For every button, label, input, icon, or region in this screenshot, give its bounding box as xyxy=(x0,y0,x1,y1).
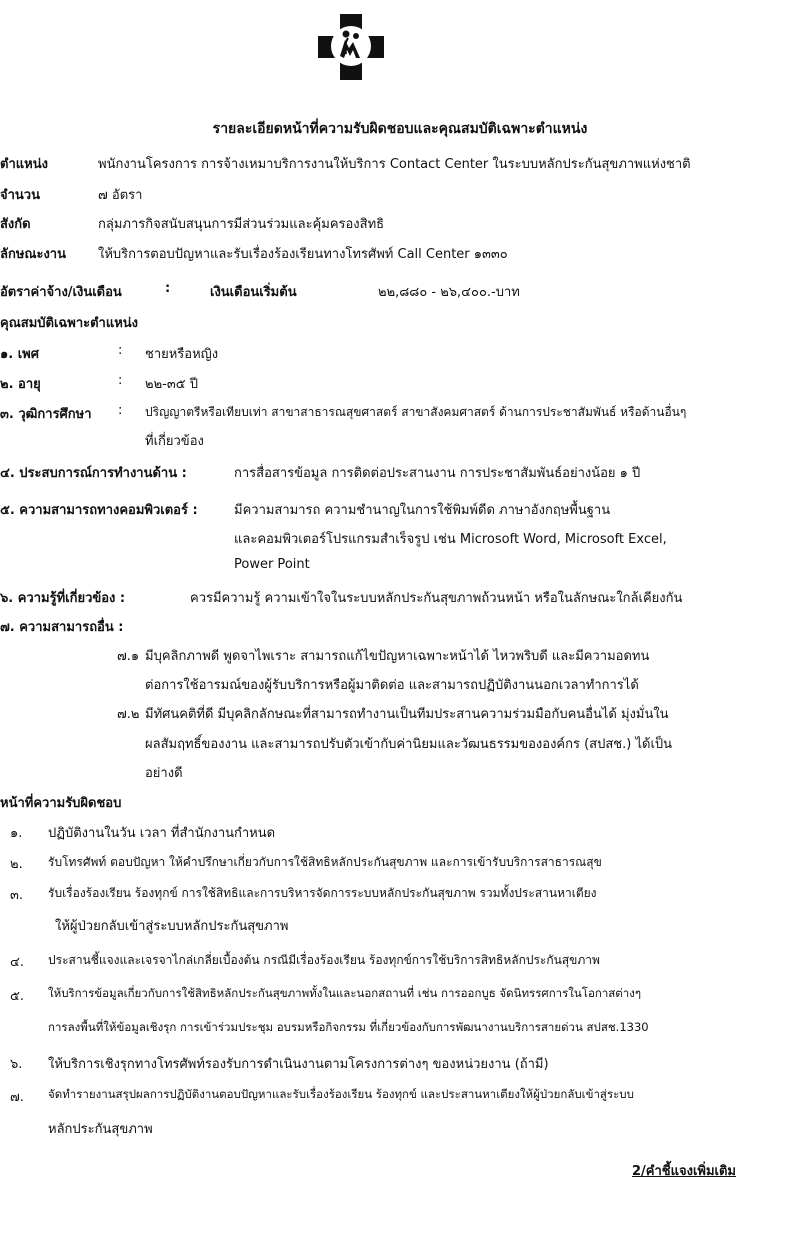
qualifications-heading: คุณสมบัติเฉพาะตำแหน่ง xyxy=(0,316,139,331)
affiliation-label: สังกัด xyxy=(0,217,31,232)
duty7-line2: หลักประกันสุขภาพ xyxy=(48,1122,153,1137)
duty7-number: ๗. xyxy=(10,1090,24,1105)
q72-line2: ผลสัมฤทธิ์ของงาน และสามารถปรับตัวเข้ากับค่านิยมและวัฒนธรรมขององค์กร (สปสช.) ได้เป็น xyxy=(145,737,673,752)
q72-line3: อย่างดี xyxy=(145,766,183,781)
q5-line1: มีความสามารถ ความชำนาญในการใช้พิมพ์ดีด ภาษาอังกฤษพื้นฐาน xyxy=(234,503,611,518)
duty4-number: ๔. xyxy=(10,955,24,970)
document-title: รายละเอียดหน้าที่ความรับผิดชอบและคุณสมบัติเฉพาะตำแหน่ง xyxy=(212,121,588,137)
duty3-number: ๓. xyxy=(10,888,24,903)
duty6-line1: ให้บริการเชิงรุกทางโทรศัพท์รองรับการดำเนินงานตามโครงการต่างๆ ของหน่วยงาน (ถ้ามี) xyxy=(48,1057,549,1072)
q71-number: ๗.๑ xyxy=(117,649,140,664)
affiliation-value: กลุ่มภารกิจสนับสนุนการมีส่วนร่วมและคุ้มครองสิทธิ xyxy=(98,217,385,232)
q4-label: ๔. ประสบการณ์การทำงานด้าน : xyxy=(0,466,187,481)
duty5-line2: การลงพื้นที่ให้ข้อมูลเชิงรุก การเข้าร่วมประชุม อบรมหรือกิจกรรม ที่เกี่ยวข้องกับการพัฒนางานบริการสายด่วน สปสช.1330 xyxy=(48,1020,649,1034)
q3-label: ๓. วุฒิการศึกษา xyxy=(0,407,92,422)
q2-colon: : xyxy=(118,373,123,388)
salary-colon: : xyxy=(165,281,171,296)
count-label: จำนวน xyxy=(0,188,40,203)
duty2-number: ๒. xyxy=(10,857,23,872)
q1-value: ชายหรือหญิง xyxy=(145,347,219,362)
q71-line2: ต่อการใช้อารมณ์ของผู้รับบริการหรือผู้มาติดต่อ และสามารถปฏิบัติงานนอกเวลาทำการได้ xyxy=(145,678,639,693)
salary-start-label: เงินเดือนเริ่มต้น xyxy=(210,285,297,300)
nature-value: ให้บริการตอบปัญหาและรับเรื่องร้องเรียนทางโทรศัพท์ Call Center ๑๓๓๐ xyxy=(98,247,508,262)
q2-value: ๒๒-๓๕ ปี xyxy=(145,377,198,392)
duty6-number: ๖. xyxy=(10,1057,23,1072)
q5-line3: Power Point xyxy=(234,557,310,572)
q72-line1: มีทัศนคติที่ดี มีบุคลิกลักษณะที่สามารถทำงานเป็นทีมประสานความร่วมมือกับคนอื่นได้ มุ่งมั่นใน xyxy=(145,707,669,722)
count-value: ๗ อัตรา xyxy=(98,188,143,203)
duty7-line1: จัดทำรายงานสรุปผลการปฏิบัติงานตอบปัญหาและรับเรื่องร้องเรียน ร้องทุกข์ และประสานหาเตียงให้ผู้ป่วยกลับเข้าสู่ระบบ xyxy=(48,1087,634,1101)
duty5-number: ๕. xyxy=(10,989,24,1004)
duty2-line1: รับโทรศัพท์ ตอบปัญหา ให้คำปรึกษาเกี่ยวกับการใช้สิทธิหลักประกันสุขภาพ และการเข้ารับบริการสาธารณสุข xyxy=(48,855,602,869)
duty1-line1: ปฏิบัติงานในวัน เวลา ที่สำนักงานกำหนด xyxy=(48,826,276,841)
duty1-number: ๑. xyxy=(10,826,23,841)
duty4-line1: ประสานชี้แจงและเจรจาไกล่เกลี่ยเบื้องต้น กรณีมีเรื่องร้องเรียน ร้องทุกข์การใช้บริการสิทธิหลักประกันสุขภาพ xyxy=(48,953,600,967)
salary-label: อัตราค่าจ้าง/เงินเดือน xyxy=(0,285,122,300)
duty3-line2: ให้ผู้ป่วยกลับเข้าสู่ระบบหลักประกันสุขภาพ xyxy=(55,919,289,934)
duty5-line1: ให้บริการข้อมูลเกี่ยวกับการใช้สิทธิหลักประกันสุขภาพทั้งในและนอกสถานที่ เช่น การออกบูธ จัดนิทรรศการในโอกาสต่างๆ xyxy=(48,986,642,1000)
q4-value: การสื่อสารข้อมูล การติดต่อประสานงาน การประชาสัมพันธ์อย่างน้อย ๑ ปี xyxy=(234,466,641,481)
q1-colon: : xyxy=(118,343,123,358)
q3-colon: : xyxy=(118,403,123,418)
q5-line2: และคอมพิวเตอร์โปรแกรมสำเร็จรูป เช่น Microsoft Word, Microsoft Excel, xyxy=(234,532,667,547)
q1-label: ๑. เพศ xyxy=(0,347,39,362)
q6-label: ๖. ความรู้ที่เกี่ยวข้อง : xyxy=(0,591,126,606)
duty3-line1: รับเรื่องร้องเรียน ร้องทุกข์ การใช้สิทธิและการบริหารจัดการระบบหลักประกันสุขภาพ รวมทั้งประสานหาเตียง xyxy=(48,886,597,900)
q72-number: ๗.๒ xyxy=(117,707,140,722)
q3-line2: ที่เกี่ยวข้อง xyxy=(145,434,204,449)
duties-heading: หน้าที่ความรับผิดชอบ xyxy=(0,796,122,811)
continued-page-link: 2/คำชี้แจงเพิ่มเติม xyxy=(632,1164,736,1179)
q5-label: ๕. ความสามารถทางคอมพิวเตอร์ : xyxy=(0,503,198,518)
cross-logo-icon xyxy=(318,14,384,80)
q3-line1: ปริญญาตรีหรือเทียบเท่า สาขาสาธารณสุขศาสตร์ สาขาสังคมศาสตร์ ด้านการประชาสัมพันธ์ หรือด้านอื่นๆ xyxy=(145,405,687,419)
salary-range: ๒๒,๘๘๐ - ๒๖,๔๐๐.-บาท xyxy=(378,285,520,300)
nature-label: ลักษณะงาน xyxy=(0,247,66,262)
q71-line1: มีบุคลิกภาพดี พูดจาไพเราะ สามารถแก้ไขปัญหาเฉพาะหน้าได้ ไหวพริบดี และมีความอดทน xyxy=(145,649,650,664)
q6-value: ควรมีความรู้ ความเข้าใจในระบบหลักประกันสุขภาพถ้วนหน้า หรือในลักษณะใกล้เคียงกัน xyxy=(190,591,683,606)
q2-label: ๒. อายุ xyxy=(0,377,41,392)
position-label: ตำแหน่ง xyxy=(0,157,48,172)
position-value: พนักงานโครงการ การจ้างเหมาบริการงานให้บริการ Contact Center ในระบบหลักประกันสุขภาพแห่งชาติ xyxy=(98,157,691,172)
q7-label: ๗. ความสามารถอื่น : xyxy=(0,620,124,635)
